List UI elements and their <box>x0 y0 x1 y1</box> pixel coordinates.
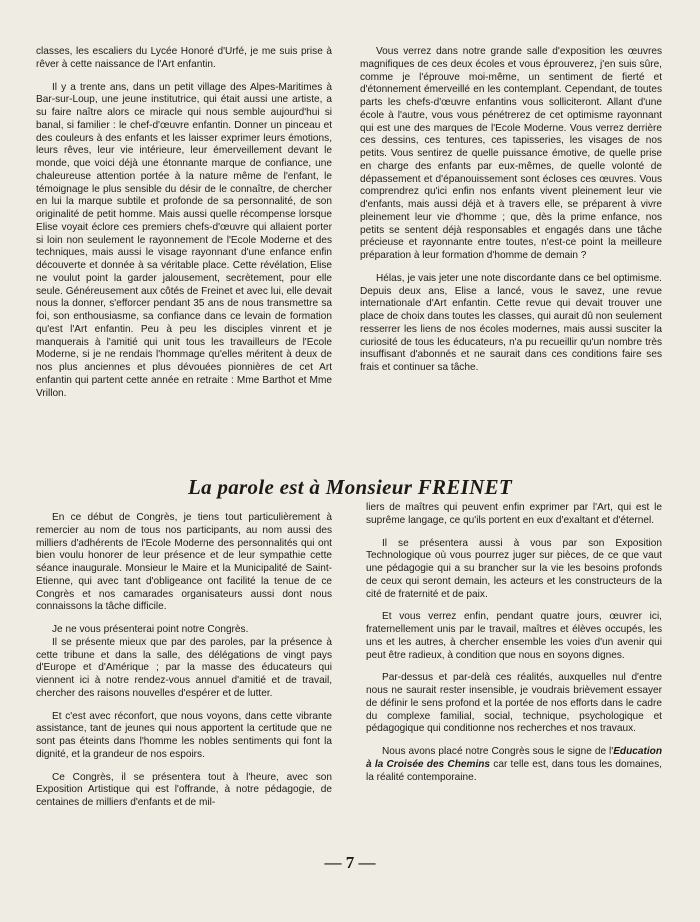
paragraph: Et vous verrez enfin, pendant quatre jours, œuvrer ici, fraternellement unis par le travail, maîtres et élèves occupés, les uns et les autres, à chercher ensemble les voies d'un avenir qui peut être radieux, à condition que nous en soyons dignes. <box>366 611 662 661</box>
paragraph: Je ne vous présenterai point notre Congrès. <box>52 624 249 635</box>
bottom-left-column <box>36 512 332 810</box>
closing-text-end: car telle est, dans tous les domaines, la réalité contemporaine. <box>366 758 662 783</box>
paragraph: Ce Congrès, il se présentera tout à l'heure, avec son Exposition Artistique qui est l'offrande, à notre pédagogie, de centaines de milliers d'enfants et de mil- <box>36 771 332 808</box>
closing-text-start: Nous avons placé notre Congrès sous le signe de l' <box>382 746 614 757</box>
paragraph: Hélas, je vais jeter une note discordante dans ce bel optimisme. Depuis deux ans, Elise a lancé, vous le savez, une revue internationale d'Art enfantin. Cette revue qui devait trouver une place de choix dans toutes les classes, qui aurait dû non seulement resserrer les liens de nos écoles modernes, mais aussi susciter la curiosité de tous les éducateurs, n'a pu recueillir qu'un nombre très insuffisant d'abonnés et ne saurait dans ces conditions faire ses frais et continuer sa tâche. <box>360 272 662 373</box>
paragraph: Vous verrez dans notre grande salle d'exposition les œuvres magnifiques de ces deux écoles et vous éprouverez, j'en suis sûre, comme je l'éprouve moi-même, un sentiment de fierté et d'étonnement émerveillé en les contemplant. Cependant, de toutes parts les chefs-d'œuvre enfantins vous solliciteront. Allant d'une école à l'autre, vous vous pénétrerez de cet optimisme rayonnant qui est une des marques de l'Ecole Moderne. Vous verrez derrière ces dessins, ces tentures, ces tapisseries, les visages de nos petits. Vous sentirez de quelle puissance émotive, de quelle prise en charge des enfants par eux-mêmes, de quelle volonté de dépassement et d'épanouissement sont écloses ces œuvres. Vous comprendrez qu'ici enfin nos enfants vivent pleinement leur vie d'enfants, mais aussi déjà et à travers elle, se préparent à vivre pleinement leur vie d'homme ; que, dès la prime enfance, nos petits se sentent déjà responsables et engagés dans une tâche précieuse et rayonnante entre toutes, n'est-ce point la meilleure préparation à leur formation d'homme de demain ? <box>360 46 662 261</box>
paragraph: Et c'est avec réconfort, que nous voyons, dans cette vibrante assistance, tant de jeunes qui nous apportent la certitude que ne sont pas éteints dans l'homme les nobles sentiments qui font la dignité, et la grandeur de nos espoirs. <box>36 710 332 760</box>
paragraph: Il se présente mieux que par des paroles, par la présence à cette tribune et dans la salle, des délégations de vingt pays d'Europe et d'Amérique ; par la masse des éducateurs qui viennent ici à notre rendez-vous annuel d'amitié et de travail, chercher des raisons nouvelles d'espérer et de lutter. <box>36 636 332 699</box>
top-right-column <box>360 46 662 375</box>
paragraph: En ce début de Congrès, je tiens tout particulièrement à remercier au nom de tous nos participants, au nom aussi des milliers d'adhérents de l'Ecole Moderne des personnalités qui ont bien voulu honorer de leur présence et de leur sympathie cette séance inaugurale. Monsieur le Maire et la Municipalité de Saint-Etienne, qui avec tant d'obligeance ont facilité la tenue de ce Congrès et nos camarades organisateurs aussi dont nous connaissons la tâche difficile. <box>36 512 332 613</box>
congress-theme: Education à la Croisée des Chemins <box>366 746 662 770</box>
top-left-column <box>36 46 332 400</box>
paragraph: Il se présentera aussi à vous par son Exposition Technologique où vous pourrez juger sur pièces, de ce que vaut une pédagogie qui a su brancher sur la vie les besoins profonds de ceux qui seront demain, les acteurs et les constructeurs de la cité de fraternité et de paix. <box>366 537 662 600</box>
paragraph: liers de maîtres qui peuvent enfin exprimer par l'Art, qui est le suprême langage, ce qu'ils portent en eux d'exaltant et d'éternel. <box>366 502 662 526</box>
paragraph: Par-dessus et par-delà ces réalités, auxquelles nul d'entre nous ne saurait rester insensible, je voudrais brièvement essayer de définir le sens profond et la portée de nos efforts dans le cadre du complexe familial, social, technique, psychologique et pédagogique qui conditionne nos recherches et nos travaux. <box>366 672 662 735</box>
paragraph: classes, les escaliers du Lycée Honoré d'Urfé, je me suis prise à rêver à cette naissance de l'Art enfantin. <box>36 46 332 70</box>
bottom-right-column <box>366 502 662 784</box>
closing-paragraph <box>366 746 662 784</box>
section-heading: La parole est à Monsieur FREINET <box>187 475 513 499</box>
page-number: — 7 — <box>324 853 376 872</box>
paragraph: Il y a trente ans, dans un petit village des Alpes-Maritimes à Bar-sur-Loup, une jeune institutrice, qui était aussi une artiste, a su faire naître alors ce miracle qui nous semble aujourd'hui si banal, si familier : le chef-d'œuvre enfantin. Donner un pinceau et des couleurs à des enfants et les laisser exprimer leurs émotions, leurs rêves, leur vie intérieure, leur émerveillement devant le monde, que voici déjà une étonnante marque de confiance, une chaleureuse attention portée à la nature même de l'enfant, le témoignage le plus sensible du désir de le connaître, de chercher en lui la marque subtile et profonde de sa personnalité, de son originalité de petit homme. Mais aussi quelle récompense lorsque Elise voyait éclore ces premiers chefs-d'œuvre qui allaient porter si loin non seulement le rayonnement de l'Ecole Moderne et des techniques, mais aussi le visage rayonnant d'une enfance enfin découverte et donnée à sa véritable place. Cette révélation, Elise ne voulut point la garder jalousement, secrètement, pour elle seule. Généreusement aux côtés de Freinet et avec lui, elle devait nous la donner, s'efforcer pendant 35 ans de nous transmettre sa foi, son enthousiasme, sa confiance dans ce levain de formation qu'est l'Art enfantin. Peu à peu les disciples vinrent et je manquerais à l'amitié qui unit tous les travailleurs de l'Ecole Moderne, si je ne rendais l'hommage qu'elles méritent à deux de nos plus anciennes et plus dévouées pionnières de cet Art enfantin qui partent cette année en retraite : Mme Barthot et Mme Vrillon. <box>36 81 332 399</box>
